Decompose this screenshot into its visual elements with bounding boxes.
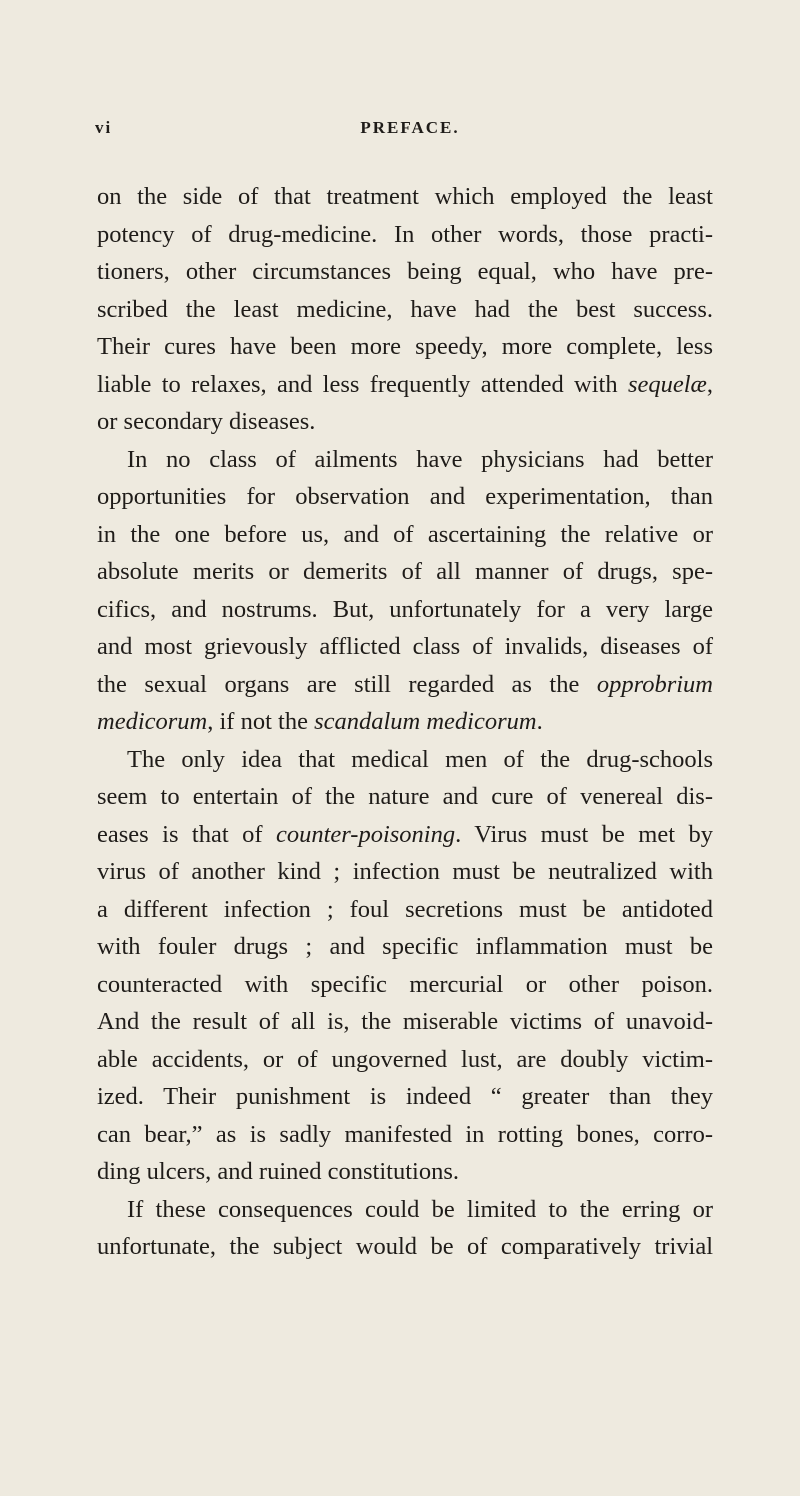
text-line: counteracted with specific mercurial or other poison. xyxy=(97,970,713,998)
text-line: with fouler drugs ; and specific inflammation must be xyxy=(97,933,713,960)
text-line: liable to relaxes, and less frequently attended with sequelæ, xyxy=(97,370,713,398)
text-line: eases is that of counter-poisoning. Virus must be met by xyxy=(97,820,713,848)
text-line-paragraph-end: or secondary diseases. xyxy=(97,408,316,435)
body-text xyxy=(97,178,713,1266)
text-line: opportunities for observation and experimentation, than xyxy=(97,483,713,510)
text-line: seem to entertain of the nature and cure of venereal dis- xyxy=(97,783,713,810)
text-line: scribed the least medicine, have had the best success. xyxy=(97,295,713,323)
text-line-paragraph-start: In no class of ailments have physicians had better xyxy=(127,445,713,473)
text-line: tioners, other circumstances being equal, who have pre- xyxy=(97,258,713,285)
text-line: cifics, and nostrums. But, unfortunately for a very large xyxy=(97,595,713,623)
text-line: ized. Their punishment is indeed “ greater than they xyxy=(97,1083,713,1110)
text-line: and most grievously afflicted class of invalids, diseases of xyxy=(97,633,713,660)
text-line: in the one before us, and of ascertaining the relative or xyxy=(97,520,713,548)
text-line: on the side of that treatment which employed the least xyxy=(97,183,713,210)
text-line: the sexual organs are still regarded as the opprobrium xyxy=(97,670,713,698)
text-line-paragraph-end: medicorum, if not the scandalum medicorum. xyxy=(97,708,543,735)
text-line: able accidents, or of ungoverned lust, are doubly victim- xyxy=(97,1045,713,1073)
running-head xyxy=(95,118,725,142)
text-line: unfortunate, the subject would be of comparatively trivial xyxy=(97,1233,713,1260)
text-line-paragraph-start: The only idea that medical men of the drug-schools xyxy=(127,745,713,773)
text-line-paragraph-end: ding ulcers, and ruined constitutions. xyxy=(97,1158,459,1185)
text-line: absolute merits or demerits of all manner of drugs, spe- xyxy=(97,558,713,585)
text-line: potency of drug-medicine. In other words, those practi- xyxy=(97,220,713,248)
text-line: virus of another kind ; infection must be neutralized with xyxy=(97,858,713,885)
text-line: a different infection ; foul secretions must be antidoted xyxy=(97,895,713,923)
text-line: can bear,” as is sadly manifested in rotting bones, corro- xyxy=(97,1120,713,1148)
page-title: PREFACE. xyxy=(360,118,460,137)
page-number: vi xyxy=(95,118,113,137)
text-line: And the result of all is, the miserable victims of unavoid- xyxy=(97,1008,713,1035)
text-line-paragraph-start: If these consequences could be limited to the erring or xyxy=(127,1195,713,1223)
text-line: Their cures have been more speedy, more complete, less xyxy=(97,333,713,360)
